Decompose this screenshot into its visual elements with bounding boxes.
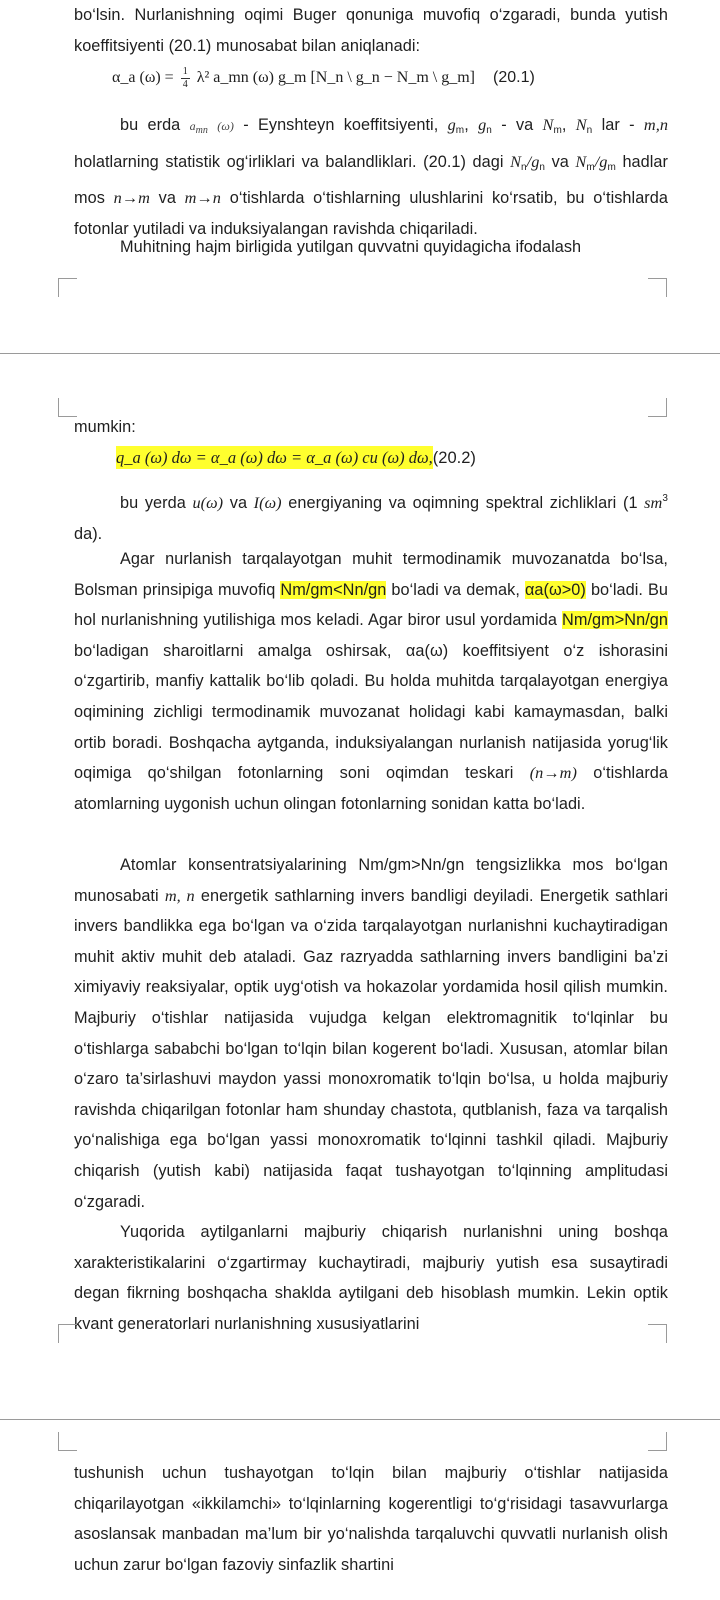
crop-mark bbox=[58, 1324, 77, 1343]
paragraph-bugers-law: bo‘lsin. Nurlanishning oqimi Buger qonuniga muvofiq o‘zgaradi, bunda yutish koeffitsiyenti (20.1) munosabat bilan aniqlanadi: bbox=[74, 6, 668, 55]
formula-lhs: α_a (ω) = bbox=[112, 69, 174, 87]
crop-mark bbox=[648, 278, 667, 297]
highlight-alpha-positive: αa(ω>0) bbox=[524, 580, 586, 599]
paragraph-spectral-density: bu yerda u(ω) va I(ω) energiyaning va oqimning spektral zichliklari (1 $sm^3$ da). bbox=[74, 493, 668, 543]
page-separator bbox=[0, 353, 720, 354]
document-page-1 bbox=[0, 0, 720, 352]
paragraph-einstein-coefficient: bu erda $a_{mn}$ (ω) - Eynshteyn koeffitsiyenti, $g_m$, $g_n$ - va $N_m$, $N_n$ lar - m,n holatlarning statistik og‘irliklari va balandliklari. (20.1) dagi $N_n/g_n$ va $N_m/g_m$ hadlar mos n→m va m→n o‘tishlarda o‘tishlarning ulushlarini ko‘rsatib, bu o‘tishlarda fotonlar yutiladi va induksiyalangan ravishda chiqariladi. bbox=[74, 115, 669, 238]
fraction: $\frac{1}{4}$ bbox=[182, 66, 188, 90]
crop-mark bbox=[58, 278, 77, 297]
paragraph-inverse-population: Atomlar konsentratsiyalarining Nm/gm>Nn/gn tengsizlikka mos bo‘lgan munosabati m, n energetik sathlarning invers bandligi deyiladi. Energetik sathlari invers bandlikka ega bo‘lgan va o‘zida tarqalayotgan nurlanishni kuchaytiradigan muhit aktiv muhit deb ataladi. Gaz razryadda sathlarning invers bandligini ba’zi ximiyaviy reaksiyalar, optik uyg‘otish va hokazolar yordamida hosil qilish mumkin. Majburiy o‘tishlar natijasida vujudga kelgan elektromagnitik to‘lqinlar bu o‘tishlarga sababchi bo‘lgan to‘lqin bilan kogerent bo‘ladi. Xususan, atomlar bilan o‘zaro ta’sirlashuvi maydon yassi monoxromatik to‘lqin bo‘lsa, u holda majburiy ravishda chiqarilgan fotonlar ham shunday chastota, qutblanish, faza va tarqalish yo‘nalishiga ega bo‘lgan yassi monoxromatik to‘lqinni tashkil qiladi. Majburiy chiqarish (yutish kabi) natijasida faqat tushayotgan to‘lqinning amplitudasi o‘zgaradi. bbox=[74, 856, 669, 1211]
highlight-inequality-greater: Nm/gm>Nn/gn bbox=[562, 611, 668, 630]
formula-expression: q_a (ω) dω = α_a (ω) dω = α_a (ω) cu (ω) dω, bbox=[116, 448, 433, 467]
crop-mark bbox=[58, 1432, 77, 1451]
crop-mark bbox=[648, 1432, 667, 1451]
paragraph-coherence: tushunish uchun tushayotgan to‘lqin bilan majburiy o‘tishlar natijasida chiqarilayotgan «ikkilamchi» to‘lqinlarning kogerentligi to‘g‘risidagi tasavvurlarga asoslansak manbadan ma’lum bir yo‘nalishda tarqaluvchi quvvatli nurlanish olish uchun zarur bo‘lgan fazoviy sinfazlik shartini bbox=[74, 1464, 668, 1574]
formula-rhs: λ² a_mn (ω) g_m [N_n \ g_n − N_m \ g_m] bbox=[196, 69, 476, 87]
formula-20-1 bbox=[112, 66, 535, 91]
highlight-inequality-less: Nm/gm<Nn/gn bbox=[280, 580, 387, 599]
document-page-2 bbox=[0, 356, 720, 1420]
document-page-3 bbox=[0, 1422, 720, 1600]
formula-20-2 bbox=[116, 448, 476, 468]
paragraph-stimulated-emission: Yuqorida aytilganlarni majburiy chiqarish nurlanishni uning boshqa xarakteristikalarini o‘zgartirmay kuchaytiradi, majburiy yutish esa susaytiradi degan fikrning boshqacha shaklda aytilgani deb hisoblash mumkin. Lekin optik kvant generatorlari nurlanishning xususiyatlarini bbox=[74, 1223, 668, 1333]
formula-number: (20.2) bbox=[432, 449, 476, 467]
paragraph-thermodynamic-equilibrium: Agar nurlanish tarqalayotgan muhit termodinamik muvozanatda bo‘lsa, Bolsman prinsipiga muvofiq Nm/gm<Nn/gn bo‘ladi va demak, αa(ω>0) bo‘ladi. Bu hol nurlanishning yutilishiga mos keladi. Agar biror usul yordamida Nm/gm>Nn/gn bo‘ladigan sharoitlarni amalga oshirsak, αa(ω) koeffitsiyent o‘z ishorasini o‘zgartirib, manfiy kattalik bo‘lib qoladi. Bu holda muhitda tarqalayotgan energiya oqimining zichligi termodinamik muvozanat holidagi kabi kamaymasdan, balki ortib boradi. Boshqacha aytganda, induksiyalangan nurlanish natijasida yorug‘lik oqimiga qo‘shilgan fotonlarning soni oqimdan teskari (n→m) o‘tishlarda atomlarning uygonish uchun olingan fotonlarning sonidan katta bo‘ladi. bbox=[74, 550, 669, 813]
paragraph-power-intro: Muhitning hajm birligida yutilgan quvvatni quyidagicha ifodalash bbox=[120, 238, 582, 256]
paragraph-mumkin: mumkin: bbox=[74, 418, 136, 436]
crop-mark bbox=[648, 1324, 667, 1343]
page-separator bbox=[0, 1419, 720, 1420]
formula-number: (20.1) bbox=[493, 69, 535, 87]
